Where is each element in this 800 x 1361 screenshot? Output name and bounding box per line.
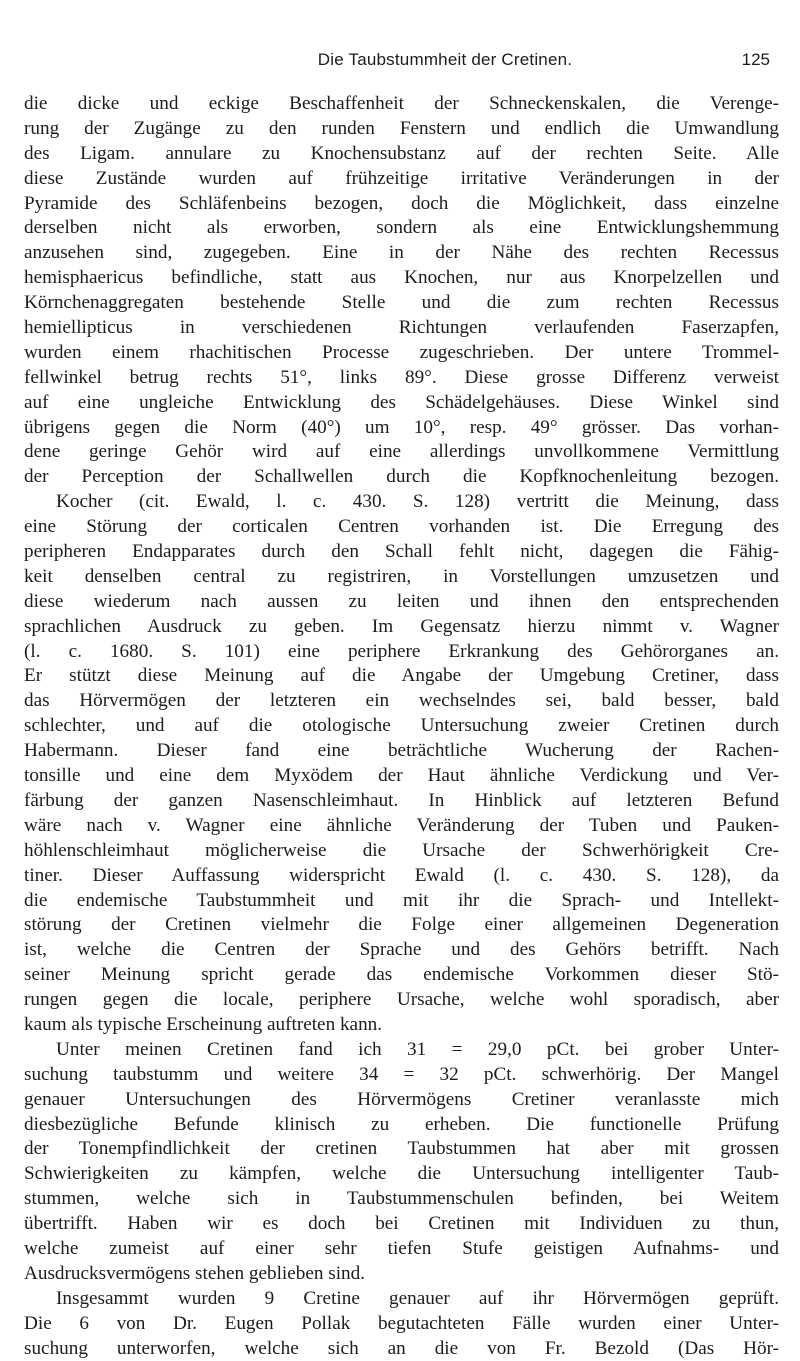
running-head [120,50,770,74]
text-line: stummen, welche sich in Taubstummenschulen befinden, bei Weitem [24,1188,779,1210]
text-line: Er stützt diese Meinung auf die Angabe der Umgebung Cretiner, dass [24,665,779,687]
text-line: übertrifft. Haben wir es doch bei Cretinen mit Individuen zu thun, [24,1213,779,1235]
text-line: derselben nicht als erworben, sondern als eine Entwicklungshemmung [24,217,779,239]
text-line: Die 6 von Dr. Eugen Pollak begutachteten Fälle wurden einer Unter- [24,1312,779,1334]
paragraph-start-line: Kocher (cit. Ewald, l. c. 430. S. 128) vertritt die Meinung, dass [56,491,779,513]
text-line: übrigens gegen die Norm (40°) um 10°, resp. 49° grösser. Das vorhan- [24,416,779,438]
text-line: ist, welche die Centren der Sprache und des Gehörs betrifft. Nach [24,939,779,961]
text-line: rung der Zugänge zu den runden Fenstern und endlich die Umwandlung [24,117,779,139]
text-line: genauer Untersuchungen des Hörvermögens Cretiner veranlasste mich [24,1088,779,1110]
text-line: dene geringe Gehör wird auf eine allerdings unvollkommene Vermittlung [24,441,779,463]
text-line: höhlenschleimhaut möglicherweise die Ursache der Schwerhörigkeit Cre- [24,839,779,861]
text-line: die dicke und eckige Beschaffenheit der Schneckenskalen, die Verenge- [24,93,779,114]
text-line: das Hörvermögen der letzteren ein wechselndes sei, bald besser, bald [24,690,779,712]
paragraph-end-line: kaum als typische Erscheinung auftreten kann. [24,1013,383,1035]
text-line: suchung taubstumm und weitere 34 = 32 pCt. schwerhörig. Der Mangel [24,1063,779,1085]
text-line: Pyramide des Schläfenbeins bezogen, doch die Möglichkeit, dass einzelne [24,192,779,214]
text-line: anzusehen sind, zugegeben. Eine in der Nähe des rechten Recessus [24,242,779,264]
text-line: peripheren Endapparates durch den Schall fehlt nicht, dagegen die Fähig- [24,541,779,563]
text-line: hemisphaericus befindliche, statt aus Knochen, nur aus Knorpelzellen und [24,267,779,289]
paragraph-end-line: Ausdrucksvermögens stehen geblieben sind. [24,1262,366,1284]
text-line: tonsille und eine dem Myxödem der Haut ähnliche Verdickung und Ver- [24,765,779,787]
text-line: keit denselben central zu registriren, in Vorstellungen umzusetzen und [24,565,779,587]
text-line: wurden einem rhachitischen Processe zugeschrieben. Der untere Trommel- [24,341,779,363]
text-line: störung der Cretinen vielmehr die Folge einer allgemeinen Degeneration [24,914,779,936]
text-line: hemiellipticus in verschiedenen Richtungen verlaufenden Faserzapfen, [24,317,779,339]
text-line: rungen gegen die locale, periphere Ursache, welche wohl sporadisch, aber [24,989,779,1011]
text-line: Habermann. Dieser fand eine beträchtliche Wucherung der Rachen- [24,740,779,762]
text-line: sprachlichen Ausdruck zu geben. Im Gegensatz hierzu nimmt v. Wagner [24,615,779,637]
text-line: (l. c. 1680. S. 101) eine periphere Erkrankung des Gehörorganes an. [24,640,779,662]
page-number: 125 [741,50,770,69]
text-line: des Ligam. annulare zu Knochensubstanz auf der rechten Seite. Alle [24,142,779,164]
text-line: tiner. Dieser Auffassung widerspricht Ewald (l. c. 430. S. 128), da [24,864,779,886]
text-line: schlechter, und auf die otologische Untersuchung zweier Cretinen durch [24,715,779,737]
running-head-title: Die Taubstummheit der Cretinen. [317,50,573,69]
text-line: Schwierigkeiten zu kämpfen, welche die Untersuchung intelligenter Taub- [24,1163,779,1185]
text-line: wäre nach v. Wagner eine ähnliche Veränderung der Tuben und Pauken- [24,814,779,836]
text-line: Körnchenaggregaten bestehende Stelle und die zum rechten Recessus [24,292,779,314]
body-text [24,92,779,1361]
text-line: welche zumeist auf einer sehr tiefen Stufe geistigen Aufnahms- und [24,1237,779,1259]
text-line: auf eine ungleiche Entwicklung des Schädelgehäuses. Diese Winkel sind [24,391,779,413]
text-line: der Perception der Schallwellen durch die Kopfknochenleitung bezogen. [24,466,779,488]
text-line: diese Zustände wurden auf frühzeitige irritative Veränderungen in der [24,167,779,189]
paragraph-start-line: Insgesammt wurden 9 Cretine genauer auf ihr Hörvermögen geprüft. [56,1287,779,1309]
text-line: seiner Meinung spricht gerade das endemische Vorkommen dieser Stö- [24,964,779,986]
text-line: die endemische Taubstummheit und mit ihr die Sprach- und Intellekt- [24,889,779,911]
paragraph-start-line: Unter meinen Cretinen fand ich 31 = 29,0 pCt. bei grober Unter- [56,1038,779,1060]
text-line: diesbezügliche Befunde klinisch zu erheben. Die functionelle Prüfung [24,1113,779,1135]
text-line: der Tonempfindlichkeit der cretinen Taubstummen hat aber mit grossen [24,1138,779,1160]
text-line: färbung der ganzen Nasenschleimhaut. In Hinblick auf letzteren Befund [24,789,779,811]
text-line: fellwinkel betrug rechts 51°, links 89°. Diese grosse Differenz verweist [24,366,779,388]
text-line: eine Störung der corticalen Centren vorhanden ist. Die Erregung des [24,516,779,538]
text-line: diese wiederum nach aussen zu leiten und ihnen den entsprechenden [24,590,779,612]
text-line: suchung unterworfen, welche sich an die von Fr. Bezold (Das Hör- [24,1337,779,1359]
